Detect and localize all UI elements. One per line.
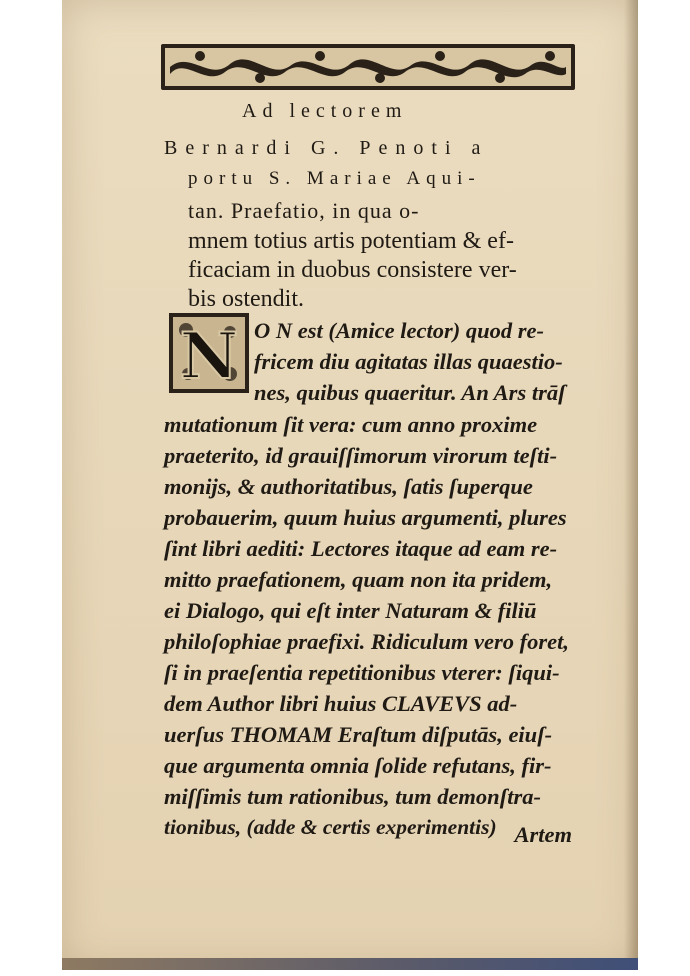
body-line-12: ſi in praeſentia repetitionibus vterer: ſiqui- <box>164 660 560 685</box>
title-line-2: portu S. Mariae Aqui- <box>188 168 481 189</box>
page-gutter-shadow <box>624 0 638 968</box>
body-line-5: praeterito, id grauiſſimorum virorum teſti- <box>164 443 558 468</box>
body-line-3: nes, quibus quaeritur. An Ars trāſ <box>254 380 566 405</box>
body-line-14: uerſus THOMAM Eraſtum diſputās, eiuſ- <box>164 722 553 747</box>
body-line-13: dem Author libri huius CLAVEVS ad- <box>164 691 518 716</box>
catchword: Artem <box>514 822 572 847</box>
body-line-1: O N est (Amice lector) quod re- <box>254 318 544 343</box>
body-line-11: philoſophiae praefixi. Ridiculum vero foret, <box>164 629 569 654</box>
body-line-16: miſſimis tum rationibus, tum demonſtra- <box>164 784 541 809</box>
body-line-7: probauerim, quum huius argumenti, plures <box>164 505 567 530</box>
page-bottom-edge <box>62 958 638 970</box>
body-line-15: que argumenta omnia ſolide refutans, fir- <box>164 753 552 778</box>
svg-text:N: N <box>179 319 239 394</box>
decorated-initial <box>168 312 250 394</box>
body-line-17: tionibus, (adde & certis experimentis) <box>164 815 497 839</box>
title-line-6: bis ostendit. <box>188 286 305 312</box>
body-line-9: mitto praefationem, quam non ita pridem, <box>164 567 553 592</box>
title-line-4: mnem totius artis potentiam & ef- <box>188 228 514 254</box>
running-head: Ad lectorem <box>242 100 408 122</box>
title-line-3: tan. Praefatio, in qua o- <box>188 198 420 223</box>
body-line-2: fricem diu agitatas illas quaestio- <box>254 349 563 374</box>
title-line-5: ficaciam in duobus consistere ver- <box>188 257 517 283</box>
title-line-1: Bernardi G. Penoti a <box>164 137 489 159</box>
body-line-8: ſint libri aediti: Lectores itaque ad eam re- <box>164 536 558 561</box>
body-line-4: mutationum ſit vera: cum anno proxime <box>164 412 538 437</box>
body-line-6: monijs, & authoritatibus, ſatis ſuperque <box>164 474 533 499</box>
body-line-10: ei Dialogo, qui eſt inter Naturam & filiū <box>164 598 537 623</box>
ornamental-headpiece <box>160 42 576 92</box>
